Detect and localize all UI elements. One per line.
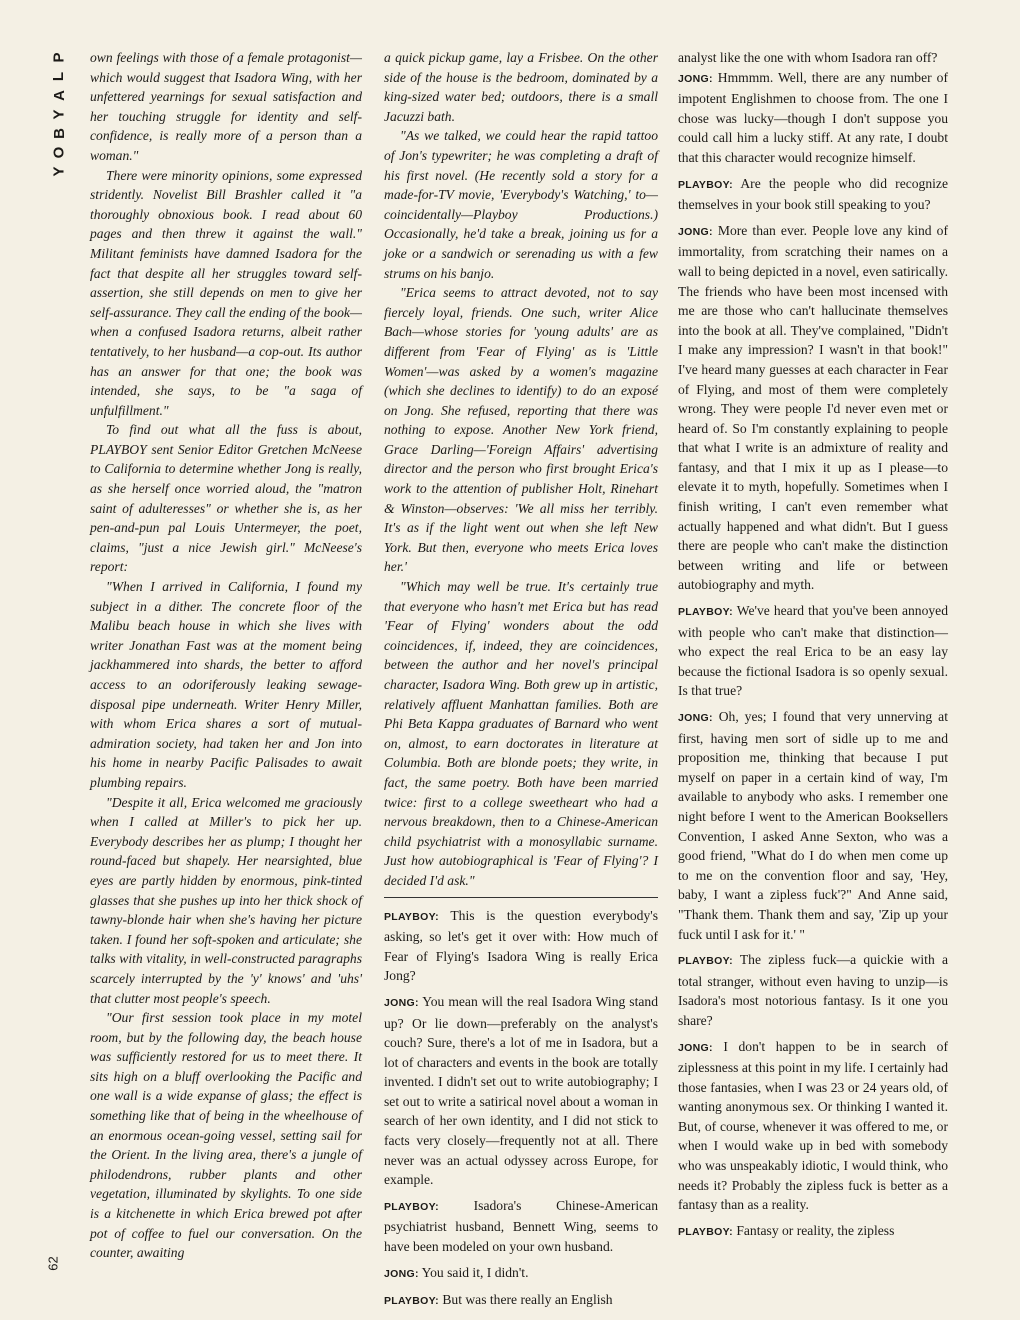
speaker-label: JONG: <box>678 72 713 85</box>
body-paragraph <box>678 48 948 68</box>
speaker-label: PLAYBOY: <box>678 606 733 619</box>
interview-paragraph <box>678 601 948 701</box>
speaker-label: JONG: <box>678 712 713 724</box>
speaker-label: JONG: <box>384 1267 419 1280</box>
paragraph-text: "As we talked, we could hear the rapid tattoo of Jon's typewriter; he was completing a draft of his first novel. (He recently sold a story for a made-for-TV movie, 'Everybody's Watching,' to—coincidentally—Playboy Productions.) Occasionally, he'd take a break, joining us for a joke or a sandwich or serenading us with a few strums on his banjo. <box>384 128 658 281</box>
masthead-letter: A <box>50 90 68 101</box>
body-paragraph <box>384 283 658 577</box>
body-paragraph <box>384 126 658 283</box>
paragraph-text: "When I arrived in California, I found my subject in a dither. The concrete floor of the Malibu beach house in which she lives with writer Jonathan Fast was at the moment being jackhammered into shards, the better to afford access to an odoriferously leaking sewage-disposal pipe underneath. Writer Henry Miller, with whom Erica shares a sort of mutual-admiration society, had taken her and Jon into his home in nearby Pacific Palisades to await plumbing repairs. <box>90 579 362 790</box>
speaker-label: PLAYBOY: <box>678 1225 733 1238</box>
paragraph-text: We've heard that you've been annoyed with people who can't make that distinction—who expect the real Erica to be an easy lay because the fictional Isadora is so openly sexual. Is that true? <box>678 603 948 699</box>
page-number: 62 <box>45 1256 61 1271</box>
paragraph-text: There were minority opinions, some expressed stridently. Novelist Bill Brashler called it "a thoroughly obnoxious book. I read about 60 pages and then threw it against the wall." Militant feminists have damned Isadora for the fact that despite all her struggles toward self-assertion, she still depends on men to give her self-assurance. They call the ending of the book—when a confused Isadora returns, albeit rather tentatively, to her husband—a cop-out. Its author has an answer for that one; the book was intended, she says, to be "a saga of unfulfillment." <box>90 167 362 418</box>
paragraph-text: a quick pickup game, lay a Frisbee. On the other side of the house is the bedroom, dominated by a king-sized water bed; outdoors, there is a small Jacuzzi bath. <box>384 50 658 124</box>
article-column-2 <box>384 48 658 1318</box>
paragraph-text: Oh, yes; I found that very unnerving at first, having men sort of sidle up to me and proposition me, thinking that because I put myself on paper in a certain kind of way, I'm available to anybody who asks. I remember one night before I went to the American Booksellers Convention, I asked Anne Sexton, who was a good friend, "What do I do when men come up to me on the convention floor and say, 'Hey, baby, I want a zipless fuck'?" And Anne said, "Thank them. Thank them and say, 'Zip up your fuck until I ask for it.' " <box>678 709 948 942</box>
paragraph-text: This is the question everybody's asking, so let's get it over with: How much of Fear of Flying's Isadora Wing is really Erica Jong? <box>384 907 658 984</box>
body-paragraph <box>90 166 362 421</box>
paragraph-text: "Our first session took place in my motel room, but by the following day, the beach house was sufficiently restored for us to meet there. It sits high on a bluff overlooking the Pacific and one wall is a wide expanse of glass; the effect is something like that of being in the wheelhouse of an enormous ocean-going vessel, setting sail for the Orient. In the living area, there's a jungle of philodendrons, rubber plants and other vegetation, illuminated by skylights. To one side is a kitchenette in which Erica brewed pot after pot of coffee to fuel our conversation. On the counter, awaiting <box>90 1010 362 1261</box>
masthead-letter: P <box>50 52 68 63</box>
body-paragraph <box>90 48 362 166</box>
paragraph-text: To find out what all the fuss is about, PLAYBOY sent Senior Editor Gretchen McNeese to California to determine whether Jong is really, as she herself once worried aloud, the "matron saint of adulteresses" or whether she is, as her pen-and-pun pal Louis Untermeyer, the poet, claims, "just a nice Jewish girl." McNeese's report: <box>90 422 362 575</box>
speaker-label: JONG: <box>384 996 419 1009</box>
masthead-letter: O <box>50 146 68 159</box>
paragraph-text: You mean will the real Isadora Wing stand up? Or lie down—preferably on the analyst's couch? Sure, there's a lot of me in Isadora, but a lot of characters and events in the book are totally invented. I didn't set out to write autobiography; I set out to write a satirical novel about a woman in search of her own identity, and I did not stick to facts very closely—frequently not at all. There never was an actual odyssey across Europe, for example. <box>384 993 658 1188</box>
body-paragraph <box>90 793 362 1009</box>
interview-paragraph <box>384 1196 658 1257</box>
speaker-label: JONG: <box>678 225 713 238</box>
interview-paragraph <box>384 1290 658 1312</box>
interview-paragraph <box>678 174 948 215</box>
paragraph-text: "Despite it all, Erica welcomed me graciously when I called at Miller's to pick her up. Everybody describes her as plump; I thought her round-faced but shapely. Her nearsighted, blue eyes are partly hidden by enormous, pink-tinted glasses that she pushes up into her thick shock of tawny-blonde hair when she's having her picture taken. I found her soft-spoken and articulate; she talks with vitality, in well-constructed paragraphs scarcely interrupted by the 'y' knows' and 'uhs' that clutter most people's speech. <box>90 794 362 1006</box>
masthead-letter: Y <box>50 109 68 120</box>
interview-paragraph <box>384 1263 658 1285</box>
interview-paragraph <box>678 1221 948 1243</box>
paragraph-text: Fantasy or reality, the zipless <box>736 1222 895 1238</box>
paragraph-text: More than ever. People love any kind of immortality, from scratching their names on a wall to being depicted in a novel, even satirically. The friends who have been most incensed with me are those who can't hallucinate themselves into the book at all. They've complained, "Didn't I make any impression? I wasn't in that book!" I've heard many guesses at each character in Fear of Flying, and most of them were completely wrong. They were people I'd never even met or heard of. So I'm constantly explaining to people that what I write is an admixture of reality and fantasy, and that I mix it up as I please—to elevate it to myth, hopefully. Sometimes when I finish writing, I can't even remember what actually happened and what didn't. But I guess there are people who can't make the distinction between writing and life or between autobiography and myth. <box>678 222 948 593</box>
paragraph-text: I don't happen to be in search of ziplessness at this point in my life. I certainly had those fantasies, when I was 23 or 24 years old, of wanting anonymous sex. Or thinking I wanted it. But, of course, whenever it was offered to me, or when I would wake up in bed with somebody who was unspeakably idiotic, I would think, who needs it? Probably the zipless fuck is better as a fantasy than as a reality. <box>678 1038 948 1213</box>
paragraph-text: But was there really an English <box>442 1292 613 1308</box>
paragraph-text: Hmmmm. Well, there are any number of impotent Englishmen to choose from. The one I chose was lucky—though I don't suppose you could call him a lucky stiff. At any rate, I doubt that this character would recognize himself. <box>678 69 948 165</box>
paragraph-text: "Which may well be true. It's certainly true that everyone who hasn't met Erica but has read 'Fear of Flying' wonders about the odd coincidences, if, indeed, they are coincidences, between the author and her novel's principal character, Isadora Wing. Both grew up in artistic, relatively affluent Manhattan families. Both are Phi Beta Kappa graduates of Barnard who went on, almost, to earn doctorates in literature at Columbia. Both are blonde poets; they write, in fact, the same poetry. Both have been married twice: first to a college sweetheart who had a nervous breakdown, then to a Chinese-American child psychiatrist with a monosyllabic surname. Just how autobiographical is 'Fear of Flying'? I decided I'd ask." <box>384 579 658 888</box>
interview-paragraph <box>678 1037 948 1215</box>
body-paragraph <box>384 48 658 126</box>
interview-paragraph <box>384 906 658 986</box>
body-paragraph <box>384 577 658 891</box>
interview-paragraph <box>678 221 948 595</box>
body-paragraph <box>90 420 362 577</box>
paragraph-text: own feelings with those of a female protagonist—which would suggest that Isadora Wing, with her unfettered yearnings for sexual satisfaction and her touching struggle for identity and self-confidence, is really more of a person than a woman." <box>90 50 362 163</box>
speaker-label: JONG: <box>678 1041 713 1054</box>
interview-paragraph <box>678 707 948 944</box>
masthead-letter: Y <box>50 166 68 177</box>
article-column-3 <box>678 48 948 1248</box>
body-paragraph <box>90 577 362 793</box>
paragraph-text: Are the people who did recognize themselves in your book still speaking to you? <box>678 175 948 213</box>
paragraph-text: The zipless fuck—a quickie with a total stranger, without even having to unzip—is Isadora's most notorious fantasy. Is it one you share? <box>678 952 948 1028</box>
paragraph-text: You said it, I didn't. <box>421 1264 529 1280</box>
body-paragraph <box>90 1008 362 1263</box>
interview-paragraph <box>678 950 948 1030</box>
paragraph-text: Isadora's Chinese-American psychiatrist husband, Bennett Wing, seems to have been modeled on your own husband. <box>384 1197 658 1255</box>
paragraph-text: "Erica seems to attract devoted, not to say fiercely loyal, friends. One such, writer Alice Bach—whose stories for 'young adults' are as different from 'Fear of Flying' as is 'Little Women'—was asked by a women's magazine (which she declines to identify) to do an exposé on Jong. She refused, reporting that there was nothing to expose. Another New York friend, Grace Darling—'Foreign Affairs' advertising director and the person who first brought Erica's work to the attention of publisher Holt, Rinehart & Winston—observes: 'We all miss her terribly. It's as if the light went out when she left New York. But then, everyone who meets Erica loves her.' <box>384 285 658 575</box>
interview-paragraph <box>678 68 948 168</box>
article-column-1 <box>90 48 362 1263</box>
paragraph-text: analyst like the one with whom Isadora ran off? <box>678 50 938 65</box>
interview-paragraph <box>384 992 658 1190</box>
speaker-label: PLAYBOY: <box>384 910 439 923</box>
speaker-label: PLAYBOY: <box>678 178 733 191</box>
speaker-label: PLAYBOY: <box>384 1200 439 1213</box>
speaker-label: PLAYBOY: <box>678 955 733 968</box>
interview-divider <box>384 897 658 898</box>
masthead-letter: B <box>50 128 68 139</box>
speaker-label: PLAYBOY: <box>384 1295 439 1308</box>
masthead-letter: L <box>50 71 68 82</box>
playboy-masthead <box>50 48 72 181</box>
